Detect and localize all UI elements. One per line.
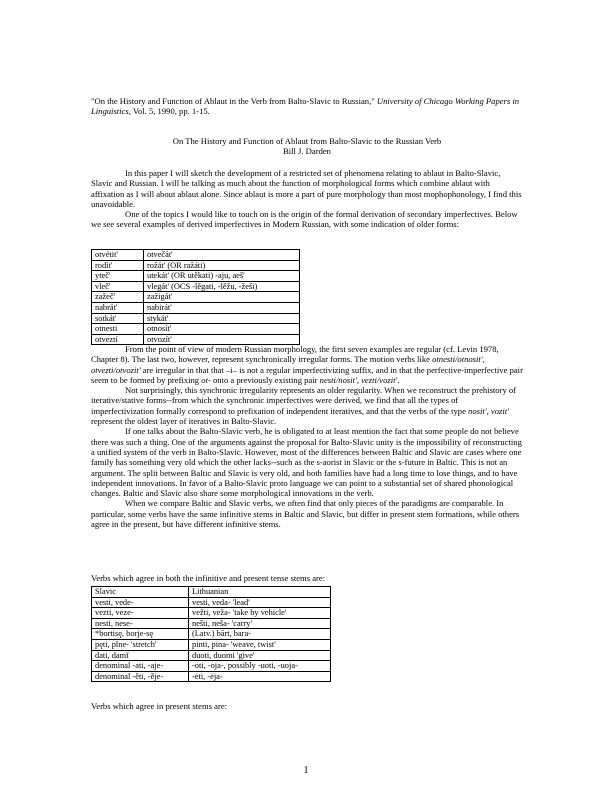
title: On The History and Function of Ablaut from Balto-Slavic to the Russian Verb	[172, 136, 442, 146]
table-cell: dati, damĭ	[92, 650, 189, 661]
table-cell: pinti, pina- 'weave, twist'	[189, 639, 331, 650]
page-number: 1	[303, 765, 309, 776]
table-cell: -oti, -oja-, possibly -uoti, -uoja-	[189, 661, 331, 672]
table-row	[92, 271, 300, 282]
table-cell: vesti, veda- 'lead'	[189, 597, 331, 608]
table-cell: *bortisę, borje-sę	[92, 629, 189, 640]
table-cell: (Latv.) bārt, bara-	[189, 629, 331, 640]
table-row	[92, 608, 331, 619]
derived-imperfectives-table	[91, 249, 300, 345]
table-cell: sotkát'	[92, 313, 144, 324]
citation-journal: University of Chicago Working Papers in Linguistics	[91, 96, 520, 117]
paragraph-1: In this paper I will sketch the development of a restricted set of phenomena relating to ablaut in Balto-Slavic, Slavic and Russian. I will be talking as much about the function of morphological forms which combine ablaut with affixation as I will about ablaut alone. Since ablaut is more a part of pure morphology than most mophophonology, I find this unavoidable.	[91, 168, 522, 209]
table-cell: -ėti, -ėja-	[189, 671, 331, 682]
table-cell: otvétit'	[92, 250, 144, 261]
paragraph-3: From the point of view of modern Russian morphology, the first seven examples are regular (cf. Levin 1978, Chapter 8). The last two, however, represent synchronically irregular forms. The motion verbs like otnesti/otnosit', otvezti/otvozit' are irregular in that that –i– is not a regular imperfectivizing suffix, and in that the perfective-imperfective pair seem to be formed by prefixing ot- onto a previously existing pair nesti/nosit', vezti/vozit'.	[91, 344, 523, 385]
paragraph-2: One of the topics I would like to touch on is the origin of the formal derivation of secondary imperfectives. Below we see several examples of derived imperfectives in Modern Russian, with some indication of older forms:	[91, 209, 518, 230]
citation-details: , Vol. 5, 1990, pp. 1-15.	[128, 106, 210, 117]
table-cell: pęti, pĭne- 'stretch'	[92, 639, 189, 650]
table-cell: otnosít'	[144, 324, 300, 335]
table-cell: duoti, duomi 'give'	[189, 650, 331, 661]
table-cell: vezti, veze-	[92, 608, 189, 619]
table-cell: utekát' (OR utěkati) -aju, aeš'	[144, 271, 300, 282]
table-cell: rožát' (OR ražáti)	[144, 260, 300, 271]
table-cell: otvečát'	[144, 250, 300, 261]
table-row	[92, 324, 300, 335]
table-cell: nesti, nese-	[92, 618, 189, 629]
table-cell: vesti, vede-	[92, 597, 189, 608]
table-row	[92, 650, 331, 661]
table-row	[92, 313, 300, 324]
table-row	[92, 629, 331, 640]
table-row	[92, 618, 331, 629]
table-cell: Lithuanian	[189, 587, 331, 598]
table-row	[92, 292, 300, 303]
body-section-2	[91, 344, 523, 529]
table-cell: yteč'	[92, 271, 144, 282]
table-cell: otnesti	[92, 324, 144, 335]
table-row	[92, 639, 331, 650]
table-cell: denominal -ati, -aje-	[92, 661, 189, 672]
paragraph-6: When we compare Baltic and Slavic verbs, we often find that only pieces of the paradigms are comparable. In particular, some verbs have the same infinitive stems in Baltic and Slavic, but differ in present stem formations, while others agree in the present, but have different infinitive stems.	[91, 498, 520, 530]
table-cell: denominal -ěti, -ěje-	[92, 671, 189, 682]
table2-caption: Verbs which agree in both the infinitive and present tense stems are:	[91, 573, 326, 583]
author: Bill J. Darden	[283, 146, 331, 156]
table-cell: zažigát'	[144, 292, 300, 303]
table-row	[92, 597, 331, 608]
table-cell: rodít'	[92, 260, 144, 271]
table-row	[92, 671, 331, 682]
table-cell: nešti, neša- 'carry'	[189, 618, 331, 629]
table-cell: otveztí	[92, 334, 144, 345]
closing-line: Verbs which agree in present stems are:	[91, 701, 228, 711]
citation-text: "On the History and Function of Ablaut in the Verb from Balto-Slavic to Russian,"	[91, 96, 377, 106]
body-section-1	[91, 168, 523, 230]
table-cell: Slavic	[92, 587, 189, 598]
shared-stems-table	[91, 586, 331, 682]
citation	[91, 96, 523, 117]
table-row	[92, 250, 300, 261]
table-cell: zažeč'	[92, 292, 144, 303]
table-cell: vleč'	[92, 281, 144, 292]
table-row	[92, 281, 300, 292]
table-cell: vežti, veža- 'take by vehicle'	[189, 608, 331, 619]
table-cell: otvozít'	[144, 334, 300, 345]
table-cell: nabirát'	[144, 302, 300, 313]
table-row	[92, 661, 331, 672]
table-cell: stykát'	[144, 313, 300, 324]
table-cell: nabrát'	[92, 302, 144, 313]
table-row	[92, 260, 300, 271]
paragraph-4: Not surprisingly, this synchronic irregularity represents an older regularity. When we reconstruct the prehistory of iterative/stative forms--from which the synchronic imperfectives were derived, we find that all the types of imperfectivization formally correspond to prefixation of independent iteratives, and that the verbs of the type nosit', vozit' represent the oldest layer of iteratives in Balto-Slavic.	[91, 385, 517, 427]
paragraph-5: If one talks about the Balto-Slavic verb, he is obligated to at least mention the fact that some people do not believe there was such a thing. One of the arguments against the proposal for Balto-Slavic unity is the impossibility of reconstructing a unified system of the verb in Balto-Slavic. However, most of the differences between Baltic and Slavic are cases where one family has something very old which the other lacks--such as the s-aorist in Slavic or the s-future in Baltic. This is not an argument. The split between Baltic and Slavic is very old, and both families have had a long time to lose things, and to have independent innovations. In favor of a Balto-Slavic proto language we can point to a substantial set of shared phonological changes. Baltic and Slavic also share some morphological innovations in the verb.	[91, 426, 522, 499]
table-row	[92, 302, 300, 313]
table-cell: vlegát' (OCS -lěgati, -lěžu, -žeši)	[144, 281, 300, 292]
table-row	[92, 587, 331, 598]
